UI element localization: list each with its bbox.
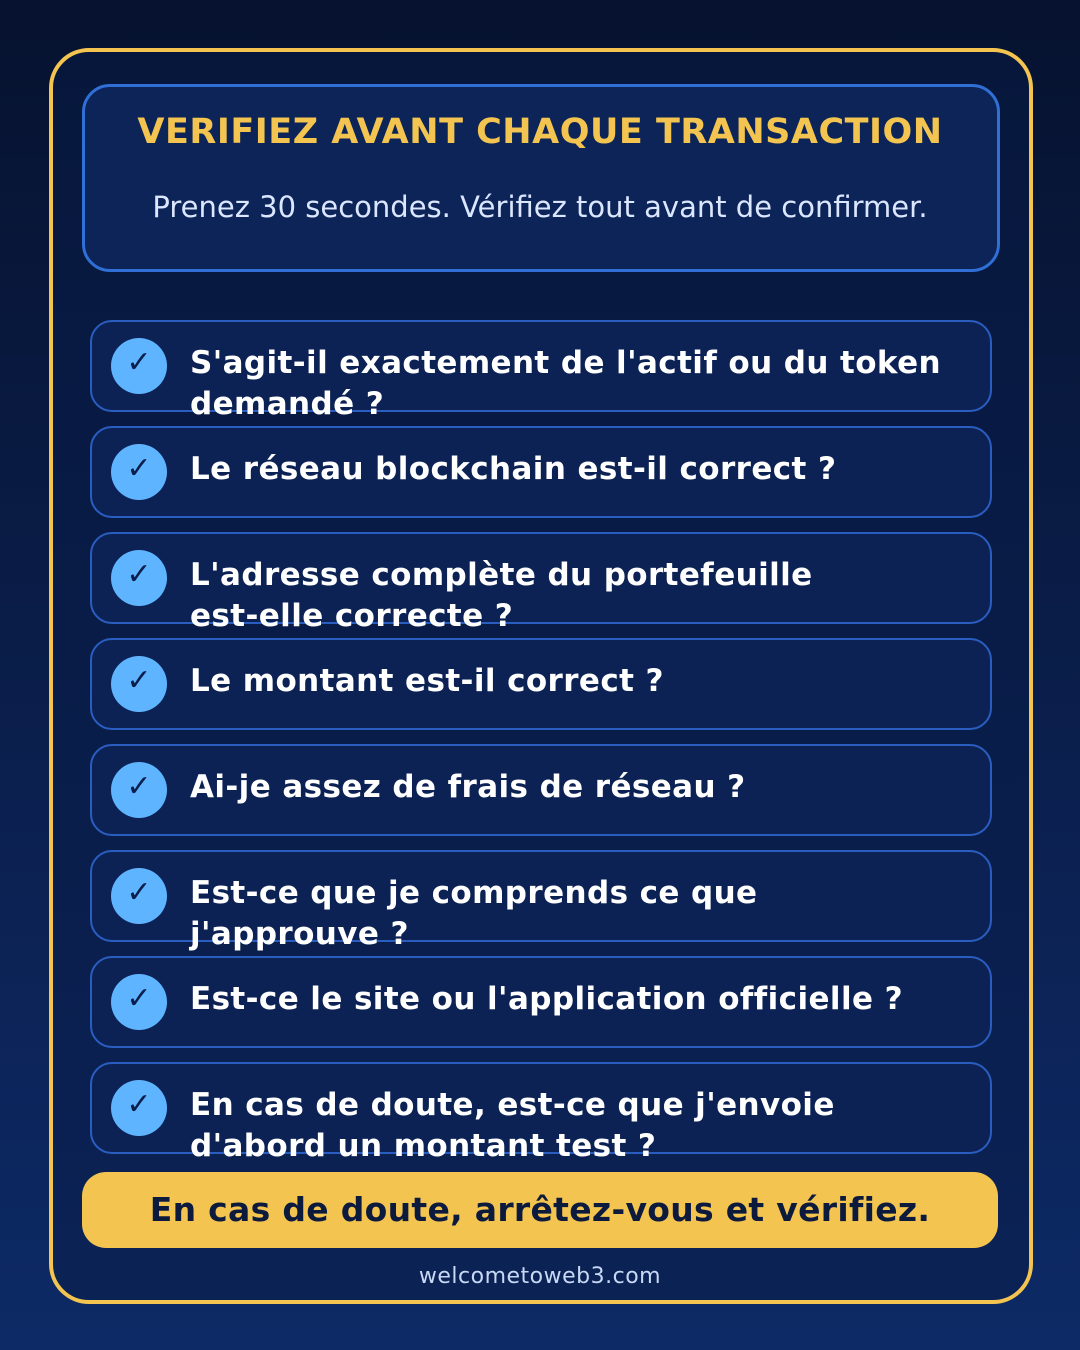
check-icon: ✓ [111, 338, 167, 394]
checklist-item-line: d'abord un montant test ? [190, 1128, 657, 1164]
checklist-item-text [190, 873, 970, 955]
checklist-item-line: L'adresse complète du portefeuille [190, 557, 813, 593]
checklist-item-line: Le réseau blockchain est-il correct ? [190, 451, 837, 487]
checklist-item-text [190, 449, 970, 490]
checklist-item-text [190, 1085, 970, 1167]
page-subtitle: Prenez 30 secondes. Vérifiez tout avant de confirmer. [152, 190, 928, 224]
check-icon: ✓ [111, 762, 167, 818]
checklist-item-text [190, 979, 970, 1020]
checklist-item-line: Le montant est-il correct ? [190, 663, 664, 699]
checklist-item-text [190, 555, 970, 637]
checklist-item-text [190, 661, 970, 702]
checklist-item-line: demandé ? [190, 386, 385, 422]
checklist-item-line: S'agit-il exactement de l'actif ou du token [190, 345, 941, 381]
check-icon: ✓ [111, 1080, 167, 1136]
checklist-item-line: Est-ce que je comprends ce que [190, 875, 758, 911]
checklist-item-line: Ai-je assez de frais de réseau ? [190, 769, 746, 805]
checklist-item-text [190, 343, 970, 425]
check-icon: ✓ [111, 656, 167, 712]
check-icon: ✓ [111, 868, 167, 924]
check-icon: ✓ [111, 444, 167, 500]
checklist-item-line: j'approuve ? [190, 916, 409, 952]
checklist-item-text [190, 767, 970, 808]
check-icon: ✓ [111, 974, 167, 1030]
checklist-item-line: est-elle correcte ? [190, 598, 514, 634]
check-icon: ✓ [111, 550, 167, 606]
checklist-item-line: Est-ce le site ou l'application officielle ? [190, 981, 903, 1017]
checklist-item-line: En cas de doute, est-ce que j'envoie [190, 1087, 835, 1123]
website-url: welcometoweb3.com [418, 1264, 662, 1289]
page-title: VERIFIEZ AVANT CHAQUE TRANSACTION [137, 112, 943, 152]
footer-banner: En cas de doute, arrêtez-vous et vérifiez. [82, 1172, 998, 1248]
